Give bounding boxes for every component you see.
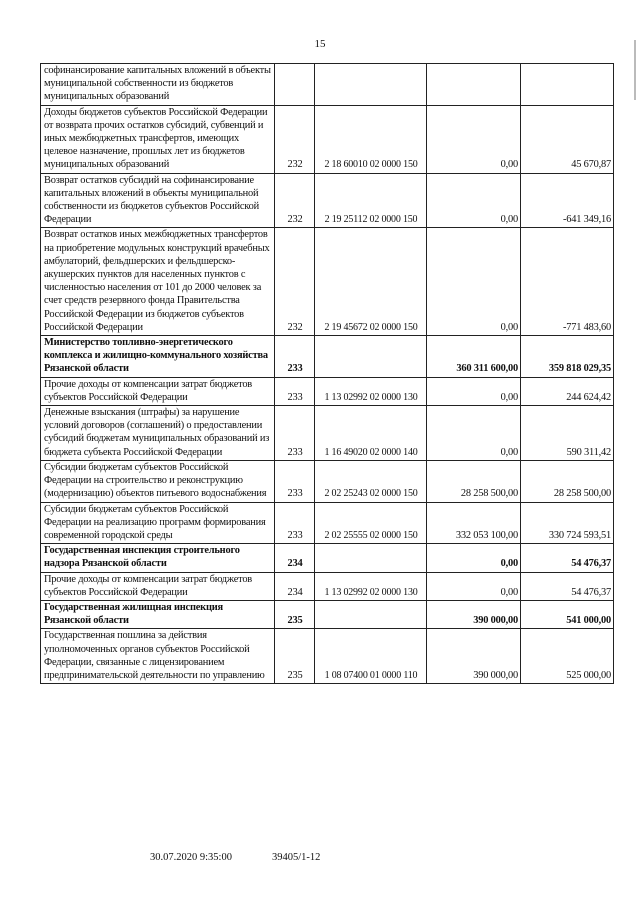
row-kbk-cell <box>315 64 427 106</box>
row-fact-cell: 359 818 029,35 <box>521 336 614 378</box>
row-name-cell: Государственная жилищная инспекция Рязанской области <box>41 600 275 628</box>
row-kbk-cell: 1 13 02992 02 0000 130 <box>315 572 427 600</box>
table-row <box>41 629 614 684</box>
row-plan-cell: 390 000,00 <box>427 629 521 684</box>
table-row <box>41 336 614 378</box>
row-name-cell: Государственная инспекция строительного надзора Рязанской области <box>41 544 275 572</box>
row-fact-cell: 244 624,42 <box>521 377 614 405</box>
row-name-cell: Прочие доходы от компенсации затрат бюджетов субъектов Российской Федерации <box>41 572 275 600</box>
table-row <box>41 572 614 600</box>
footer-timestamp: 30.07.2020 9:35:00 <box>150 852 232 863</box>
table-row <box>41 600 614 628</box>
row-fact-cell <box>521 64 614 106</box>
row-plan-cell: 0,00 <box>427 173 521 228</box>
row-fact-cell: -771 483,60 <box>521 228 614 336</box>
row-code-cell: 235 <box>275 629 315 684</box>
table-row <box>41 377 614 405</box>
row-fact-cell: 541 000,00 <box>521 600 614 628</box>
row-fact-cell: 590 311,42 <box>521 406 614 461</box>
row-name-cell: Денежные взыскания (штрафы) за нарушение условий договоров (соглашений) о предоставлении субсидий бюджетам муниципальных образований из бюджета субъекта Российской Федерации <box>41 406 275 461</box>
row-fact-cell: -641 349,16 <box>521 173 614 228</box>
row-code-cell: 233 <box>275 406 315 461</box>
row-kbk-cell: 2 02 25243 02 0000 150 <box>315 460 427 502</box>
row-fact-cell: 525 000,00 <box>521 629 614 684</box>
row-kbk-cell: 1 16 49020 02 0000 140 <box>315 406 427 461</box>
row-code-cell <box>275 64 315 106</box>
page-number: 15 <box>314 38 326 50</box>
row-code-cell: 233 <box>275 336 315 378</box>
row-fact-cell: 54 476,37 <box>521 544 614 572</box>
row-plan-cell: 0,00 <box>427 406 521 461</box>
row-name-cell: Прочие доходы от компенсации затрат бюджетов субъектов Российской Федерации <box>41 377 275 405</box>
row-name-cell: Доходы бюджетов субъектов Российской Федерации от возврата прочих остатков субсидий, субвенций и иных межбюджетных трансфертов, имеющих целевое назначение, прошлых лет из бюджетов муниципальных образований <box>41 105 275 173</box>
row-code-cell: 234 <box>275 572 315 600</box>
row-plan-cell: 0,00 <box>427 377 521 405</box>
row-plan-cell: 0,00 <box>427 544 521 572</box>
row-code-cell: 232 <box>275 105 315 173</box>
row-name-cell: Возврат остатков субсидий на софинансирование капитальных вложений в объекты муниципальной собственности из бюджетов субъектов Российской Федерации <box>41 173 275 228</box>
row-plan-cell: 28 258 500,00 <box>427 460 521 502</box>
row-kbk-cell: 1 13 02992 02 0000 130 <box>315 377 427 405</box>
row-code-cell: 232 <box>275 228 315 336</box>
row-plan-cell: 360 311 600,00 <box>427 336 521 378</box>
row-kbk-cell <box>315 544 427 572</box>
row-kbk-cell: 2 18 60010 02 0000 150 <box>315 105 427 173</box>
row-fact-cell: 28 258 500,00 <box>521 460 614 502</box>
row-kbk-cell: 2 02 25555 02 0000 150 <box>315 502 427 544</box>
table-row <box>41 502 614 544</box>
row-name-cell: Субсидии бюджетам субъектов Российской Федерации на строительство и реконструкцию (модернизацию) объектов питьевого водоснабжения <box>41 460 275 502</box>
row-name-cell: Министерство топливно-энергетического комплекса и жилищно-коммунального хозяйства Рязанской области <box>41 336 275 378</box>
row-plan-cell: 0,00 <box>427 105 521 173</box>
row-code-cell: 233 <box>275 502 315 544</box>
row-code-cell: 235 <box>275 600 315 628</box>
row-kbk-cell: 1 08 07400 01 0000 110 <box>315 629 427 684</box>
row-plan-cell <box>427 64 521 106</box>
scan-edge-mark <box>634 40 636 100</box>
row-fact-cell: 54 476,37 <box>521 572 614 600</box>
row-kbk-cell <box>315 600 427 628</box>
table-row <box>41 105 614 173</box>
row-name-cell: Субсидии бюджетам субъектов Российской Федерации на реализацию программ формирования современной городской среды <box>41 502 275 544</box>
row-fact-cell: 45 670,87 <box>521 105 614 173</box>
table-row <box>41 173 614 228</box>
row-kbk-cell: 2 19 25112 02 0000 150 <box>315 173 427 228</box>
table-row <box>41 64 614 106</box>
row-plan-cell: 332 053 100,00 <box>427 502 521 544</box>
row-plan-cell: 0,00 <box>427 572 521 600</box>
row-code-cell: 233 <box>275 460 315 502</box>
footer-doc-number: 39405/1-12 <box>272 852 321 863</box>
row-name-cell: Возврат остатков иных межбюджетных трансфертов на приобретение модульных конструкций врачебных амбулаторий, фельдшерских и фельдшерско-акушерских пунктов для населенных пунктов с численностью населения от 101 до 2000 человек за счет средств резервного фонда Правительства Российской Федерации из бюджетов субъектов Российской Федерации <box>41 228 275 336</box>
table-row <box>41 544 614 572</box>
row-name-cell: софинансирование капитальных вложений в объекты муниципальной собственности из бюджетов муниципальных образований <box>41 64 275 106</box>
table-row <box>41 460 614 502</box>
row-kbk-cell: 2 19 45672 02 0000 150 <box>315 228 427 336</box>
row-code-cell: 234 <box>275 544 315 572</box>
table-row <box>41 228 614 336</box>
row-fact-cell: 330 724 593,51 <box>521 502 614 544</box>
row-code-cell: 233 <box>275 377 315 405</box>
revenue-table <box>40 63 614 684</box>
row-plan-cell: 0,00 <box>427 228 521 336</box>
table-row <box>41 406 614 461</box>
row-code-cell: 232 <box>275 173 315 228</box>
row-kbk-cell <box>315 336 427 378</box>
row-plan-cell: 390 000,00 <box>427 600 521 628</box>
row-name-cell: Государственная пошлина за действия уполномоченных органов субъектов Российской Федерации, связанные с лицензированием предпринимательской деятельности по управлению <box>41 629 275 684</box>
